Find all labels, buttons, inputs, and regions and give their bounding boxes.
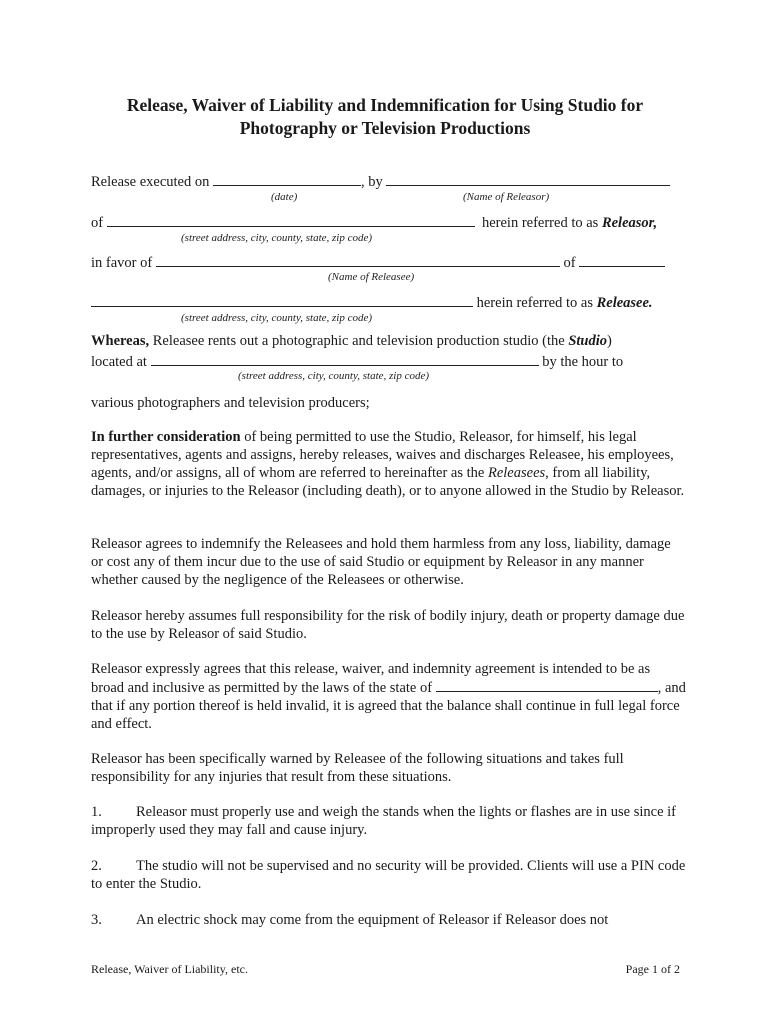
by-hour-label: by the hour to <box>542 354 624 370</box>
studio-address-blank[interactable] <box>151 352 539 366</box>
releasor-name-caption: (Name of Releasor) <box>463 191 550 203</box>
assumes-paragraph: Releasor hereby assumes full responsibility for the risk of bodily injury, death or property damage due to the use by Releasor of said Studio. <box>91 608 685 642</box>
page-number: Page 1 of 2 <box>625 962 680 976</box>
studio-address-caption: (street address, city, county, state, zip code) <box>238 370 430 382</box>
releasee-address-blank[interactable] <box>91 293 473 307</box>
in-favor-of-label: in favor of <box>91 255 153 271</box>
whereas-lead: Whereas, <box>91 333 150 349</box>
whereas-text: Releasee rents out a photographic and television production studio (the <box>152 333 565 349</box>
whereas-continuation: various photographers and television producers; <box>91 395 370 411</box>
date-blank[interactable] <box>213 172 361 186</box>
footer-left: Release, Waiver of Liability, etc. <box>91 962 248 976</box>
releasor-address-blank[interactable] <box>107 213 475 227</box>
date-caption: (date) <box>271 191 298 203</box>
item-number: 2. <box>91 858 102 874</box>
whereas-line-1 <box>91 333 612 350</box>
warned-paragraph: Releasor has been specifically warned by Releasee of the following situations and takes full responsibility for any injuries that result from these situations. <box>91 751 624 785</box>
title-line-2: Photography or Television Productions <box>239 118 531 138</box>
releasee-term: Releasee. <box>596 295 653 311</box>
state-blank[interactable] <box>436 678 658 692</box>
herein-releasee-label: herein referred to as <box>476 295 593 311</box>
studio-term: Studio <box>568 333 608 349</box>
item-text: The studio will not be supervised and no security will be provided. Clients will use a PIN code to enter the Studio. <box>91 858 686 892</box>
list-item <box>91 857 686 893</box>
broad-paragraph <box>91 660 686 733</box>
broad-text-a: Releasor expressly agrees that this release, waiver, and indemnity agreement is intended to be as broad and inclusive as permitted by the laws of the state of <box>91 661 651 696</box>
consideration-text-a: of being permitted to use the Studio, Releasor, for himself, his legal representatives, agents and assigns, hereby releases, waives and discharges Releasee, his employees, agents, and/or assigns, all of whom are referred to hereinafter as the <box>91 429 674 481</box>
releasees-term: Releasees <box>487 465 546 481</box>
releasee-name-blank[interactable] <box>156 253 560 267</box>
indemnify-paragraph: Releasor agrees to indemnify the Releasees and hold them harmless from any loss, liability, damage or cost any of them incur due to the use of said Studio or equipment by Releasor in any manner whether caused by the negligence of the Releasees or otherwise. <box>91 536 671 588</box>
releasee-address-line <box>91 293 653 312</box>
releasor-address-caption: (street address, city, county, state, zip code) <box>181 232 373 244</box>
document-title <box>60 94 710 140</box>
by-label: , by <box>360 174 383 190</box>
releasor-name-blank[interactable] <box>386 172 670 186</box>
whereas-paren: ) <box>607 333 612 349</box>
releasee-of-blank[interactable] <box>579 253 665 267</box>
item-number: 3. <box>91 912 102 928</box>
consideration-lead: In further consideration <box>91 429 241 445</box>
item-text: An electric shock may come from the equipment of Releasor if Releasor does not <box>136 912 609 928</box>
of2-label: of <box>563 255 576 271</box>
releasor-term: Releasor, <box>601 215 658 231</box>
releasee-name-caption: (Name of Releasee) <box>328 271 415 283</box>
releasor-address-line <box>91 213 657 232</box>
executed-line <box>91 172 670 191</box>
herein-releasor-label: herein referred to as <box>481 215 599 231</box>
of-label: of <box>91 215 104 231</box>
consideration-text-b: , from all liability, damages, or injuries to the Releasor (including death), or to anyone allowed in the Studio by Releasor. <box>91 465 685 499</box>
in-favor-line <box>91 253 665 272</box>
whereas-line-2 <box>91 352 623 371</box>
item-text: Releasor must properly use and weigh the stands when the lights or flashes are in use since if improperly used they may fall and cause injury. <box>91 804 676 838</box>
releasee-address-caption: (street address, city, county, state, zip code) <box>181 312 373 324</box>
list-item <box>91 803 686 839</box>
located-at-label: located at <box>91 354 147 370</box>
executed-on-label: Release executed on <box>91 174 210 190</box>
item-number: 1. <box>91 804 102 820</box>
title-line-1: Release, Waiver of Liability and Indemnification for Using Studio for <box>126 95 644 115</box>
list-item <box>91 911 686 929</box>
broad-text-b: , and that if any portion thereof is held invalid, it is agreed that the balance shall continue in full legal force and effect. <box>91 680 686 732</box>
consideration-paragraph <box>91 428 686 500</box>
